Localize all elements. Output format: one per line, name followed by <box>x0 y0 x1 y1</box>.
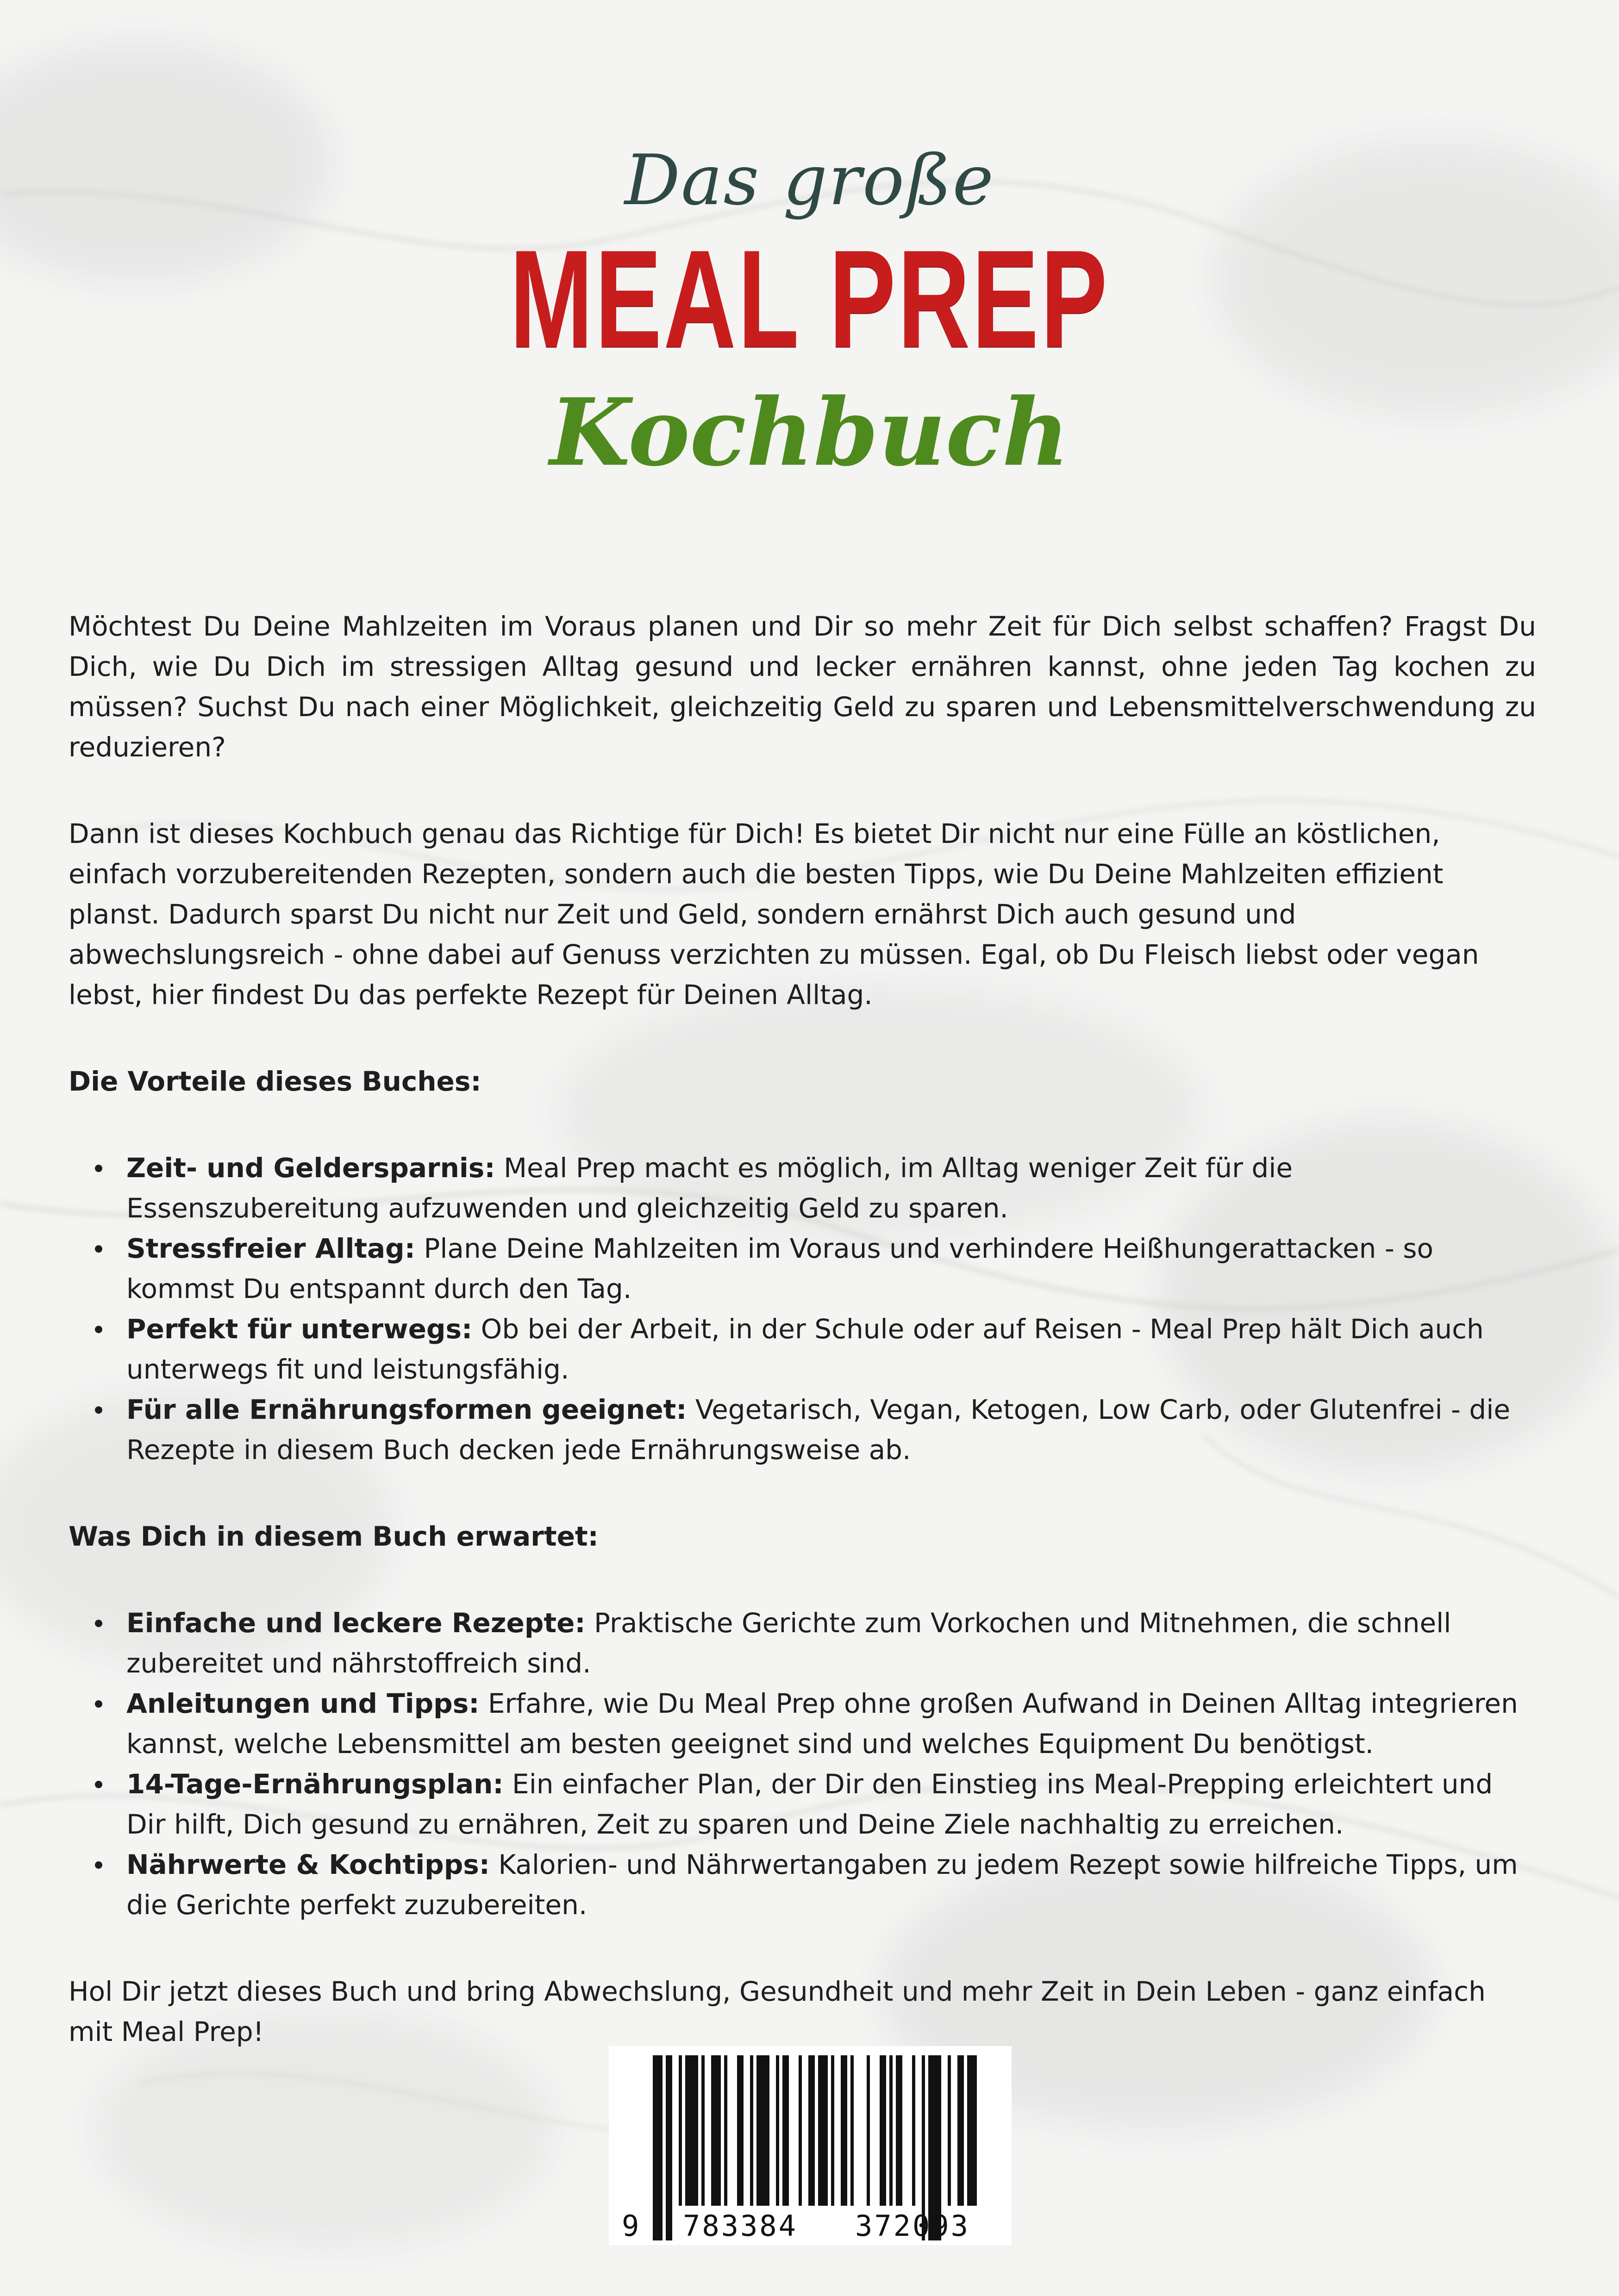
barcode-bar <box>818 2055 828 2206</box>
item-label: Einfache und leckere Rezepte: <box>126 1607 586 1639</box>
list-item <box>69 1764 1536 1845</box>
bullet-icon <box>95 1781 102 1788</box>
barcode-bar <box>685 2055 698 2206</box>
barcode-bar <box>808 2055 815 2206</box>
item-label: Nährwerte & Kochtipps: <box>126 1849 490 1880</box>
blurb-content <box>69 606 1536 2052</box>
isbn-barcode <box>609 2046 1012 2245</box>
item-label: Zeit- und Geldersparnis: <box>126 1152 495 1184</box>
barcode-bar <box>776 2055 779 2206</box>
item-text: Erfahre, wie Du Meal Prep ohne großen Aufwand in Deinen Alltag integrieren kannst, welche Lebensmittel am besten geeignet sind und welches Equipment Du benötigst. <box>126 1688 1518 1759</box>
bullet-icon <box>95 1620 102 1627</box>
item-text: Meal Prep macht es möglich, im Alltag weniger Zeit für die Essenszubereitung aufzuwenden und gleichzeitig Geld zu sparen. <box>126 1152 1293 1224</box>
item-label: 14-Tage-Ernährungsplan: <box>126 1768 504 1800</box>
list-item <box>69 1229 1536 1309</box>
list-item <box>69 1603 1536 1684</box>
barcode-bar <box>889 2055 893 2206</box>
barcode-bar <box>850 2055 854 2206</box>
barcode-bar <box>831 2055 834 2206</box>
list-item <box>69 1390 1536 1470</box>
item-text: Kalorien- und Nährwertangaben zu jedem Rezept sowie hilfreiche Tipps, um die Gerichte perfekt zuzubereiten. <box>126 1849 1518 1921</box>
barcode-bar <box>896 2055 902 2206</box>
list-item <box>69 1845 1536 1925</box>
barcode-bar <box>737 2055 744 2206</box>
barcode-digits-left: 783384 <box>683 2209 798 2243</box>
item-text: Vegetarisch, Vegan, Ketogen, Low Carb, oder Glutenfrei - die Rezepte in diesem Buch decken jede Ernährungsweise ab. <box>126 1394 1511 1466</box>
item-text: Plane Deine Mahlzeiten im Voraus und verhindere Heißhungerattacken - so kommst Du entspannt durch den Tag. <box>126 1233 1433 1304</box>
barcode-bar <box>679 2055 682 2206</box>
item-text: Praktische Gerichte zum Vorkochen und Mitnehmen, die schnell zubereitet und nährstoffreich sind. <box>126 1607 1451 1679</box>
barcode-digits-right: 372093 <box>855 2209 970 2243</box>
bullet-icon <box>95 1861 102 1869</box>
item-label: Stressfreier Alltag: <box>126 1233 415 1264</box>
title-line-3: Kochbuch <box>550 378 1069 487</box>
barcode-digit-first: 9 <box>622 2209 641 2243</box>
barcode-bar <box>711 2055 721 2206</box>
barcode-bar <box>724 2055 727 2206</box>
expectations-heading: Was Dich in diesem Buch erwartet: <box>69 1521 599 1552</box>
item-text: Ob bei der Arbeit, in der Schule oder auf Reisen - Meal Prep hält Dich auch unterwegs fit und leistungsfähig. <box>126 1313 1484 1385</box>
bullet-icon <box>95 1406 102 1414</box>
title-line-2: MEAL PREP <box>509 221 1110 376</box>
barcode-bar <box>967 2055 977 2206</box>
item-text: Ein einfacher Plan, der Dir den Einstieg ins Meal-Prepping erleichtert und Dir hilft, Dich gesund zu ernähren, Zeit zu sparen und Deine Ziele nachhaltig zu erreichen. <box>126 1768 1493 1840</box>
list-item <box>69 1309 1536 1390</box>
bullet-icon <box>95 1165 102 1172</box>
advantages-list <box>69 1148 1536 1470</box>
barcode-bar <box>799 2055 802 2206</box>
item-label: Anleitungen und Tipps: <box>126 1688 480 1719</box>
intro-paragraph: Möchtest Du Deine Mahlzeiten im Voraus planen und Dir so mehr Zeit für Dich selbst schaffen? Fragst Du Dich, wie Du Dich im stressigen Alltag gesund und lecker ernähren kannst, ohne jeden Tag kochen zu müssen? Suchst Du nach einer Möglichkeit, gleichzeitig Geld zu sparen und Lebensmittelverschwendung zu reduzieren? <box>69 611 1536 763</box>
title-block <box>0 139 1619 486</box>
expectations-list <box>69 1603 1536 1925</box>
barcode-bar <box>666 2055 672 2240</box>
barcode-bar <box>948 2055 951 2206</box>
barcode-bar <box>912 2055 915 2206</box>
item-label: Für alle Ernährungsformen geeignet: <box>126 1394 687 1425</box>
item-label: Perfekt für unterwegs: <box>126 1313 473 1345</box>
barcode-bar <box>653 2055 663 2240</box>
closing-paragraph: Hol Dir jetzt dieses Buch und bring Abwechslung, Gesundheit und mehr Zeit in Dein Leben - ganz einfach mit Meal Prep! <box>69 1976 1486 2047</box>
barcode-bar <box>782 2055 789 2206</box>
list-item <box>69 1684 1536 1764</box>
barcode-bar <box>867 2055 870 2206</box>
barcode-bar <box>880 2055 886 2206</box>
barcode-bar <box>841 2055 847 2206</box>
bullet-icon <box>95 1326 102 1333</box>
barcode-bar <box>756 2055 769 2206</box>
title-line-1: Das große <box>624 140 995 221</box>
advantages-heading: Die Vorteile dieses Buches: <box>69 1066 481 1097</box>
barcode-bar <box>750 2055 753 2206</box>
barcode-bar <box>701 2055 705 2206</box>
description-paragraph: Dann ist dieses Kochbuch genau das Richtige für Dich! Es bietet Dir nicht nur eine Fülle an köstlichen, einfach vorzubereitenden Rezepten, sondern auch die besten Tipps, wie Du Deine Mahlzeiten effizient planst. Dadurch sparst Du nicht nur Zeit und Geld, sondern ernährst Dich auch gesund und abwechslungsreich - ohne dabei auf Genuss verzichten zu müssen. Egal, ob Du Fleisch liebst oder vegan lebst, hier findest Du das perfekte Rezept für Deinen Alltag. <box>69 818 1479 1011</box>
barcode-bar <box>957 2055 964 2206</box>
bullet-icon <box>95 1245 102 1253</box>
bullet-icon <box>95 1700 102 1708</box>
list-item <box>69 1148 1536 1229</box>
